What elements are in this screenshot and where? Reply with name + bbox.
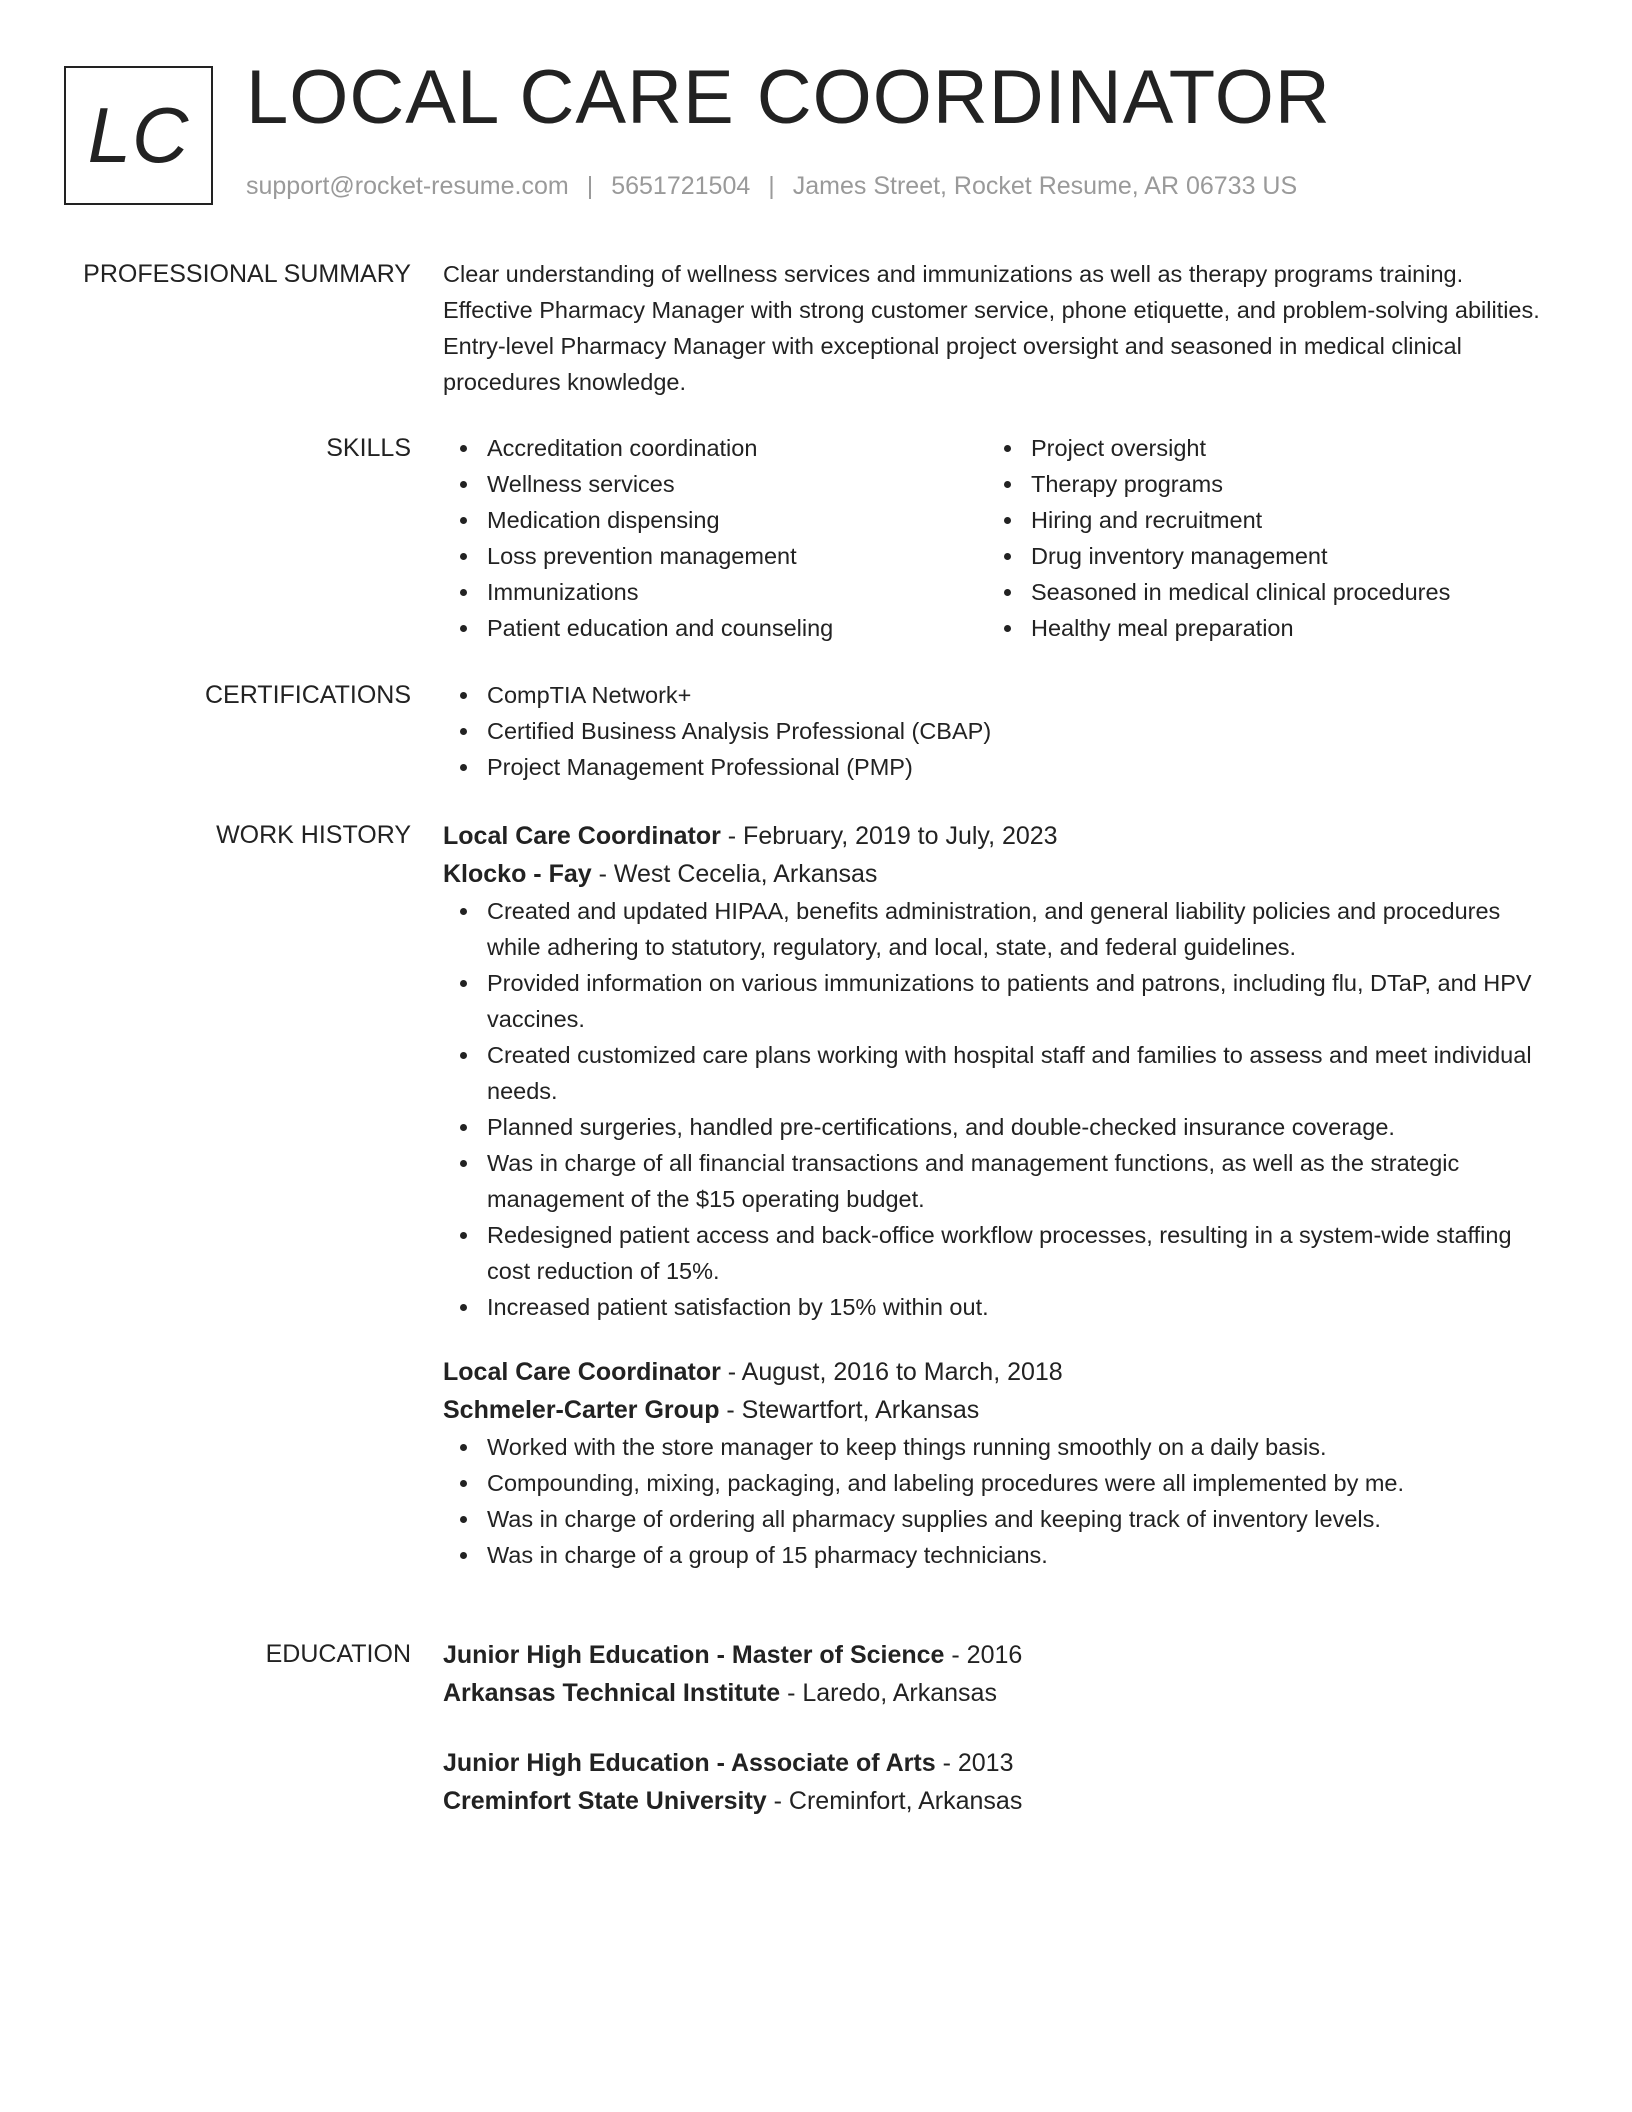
page-title: LOCAL CARE COORDINATOR: [246, 55, 1331, 140]
education-year: - 2013: [935, 1749, 1014, 1777]
job-bullet: Was in charge of a group of 15 pharmacy technicians.: [487, 1537, 1553, 1573]
education-degree-line: [443, 1636, 1553, 1674]
job-bullets: [443, 893, 1553, 1325]
skill-item: Loss prevention management: [487, 538, 987, 574]
certifications-list: [443, 677, 1553, 785]
job-dates: - February, 2019 to July, 2023: [720, 822, 1058, 850]
contact-separator: |: [768, 172, 775, 200]
job-dates: - August, 2016 to March, 2018: [720, 1358, 1063, 1386]
contact-address: James Street, Rocket Resume, AR 06733 US: [792, 172, 1298, 200]
education-entry: [443, 1636, 1553, 1712]
contact-line: [246, 172, 1297, 201]
section-label-education: EDUCATION: [265, 1640, 411, 1668]
skill-item: Project oversight: [1031, 430, 1531, 466]
skill-item: Medication dispensing: [487, 502, 987, 538]
job-bullet: Created customized care plans working with hospital staff and families to assess and meet individual needs.: [487, 1037, 1553, 1109]
job-bullet: Provided information on various immunizations to patients and patrons, including flu, DTaP, and HPV vaccines.: [487, 965, 1553, 1037]
job-bullet: Was in charge of all financial transactions and management functions, as well as the strategic management of the $15 operating budget.: [487, 1145, 1553, 1217]
section-label-work-history: WORK HISTORY: [216, 821, 411, 849]
job-title-line: [443, 1353, 1553, 1391]
education-school: Creminfort State University: [443, 1787, 767, 1815]
education-location: - Creminfort, Arkansas: [766, 1787, 1023, 1815]
work-history-body: [443, 817, 1553, 1573]
education-body: [443, 1636, 1553, 1820]
skill-item: Therapy programs: [1031, 466, 1531, 502]
section-label-summary: PROFESSIONAL SUMMARY: [83, 260, 411, 288]
skill-item: Wellness services: [487, 466, 987, 502]
job-bullet: Created and updated HIPAA, benefits administration, and general liability policies and procedures while adhering to statutory, regulatory, and local, state, and federal guidelines.: [487, 893, 1553, 965]
education-location: - Laredo, Arkansas: [780, 1679, 997, 1707]
job-bullet: Planned surgeries, handled pre-certifications, and double-checked insurance coverage.: [487, 1109, 1553, 1145]
skill-item: Accreditation coordination: [487, 430, 987, 466]
summary-text: Clear understanding of wellness services and immunizations as well as therapy programs training. Effective Pharmacy Manager with strong customer service, phone etiquette, and problem-solving abilities. Entry-level Pharmacy Manager with exceptional project oversight and seasoned in medical clinical procedures knowledge.: [443, 261, 1540, 395]
job-company: Klocko - Fay: [443, 860, 592, 888]
job-entry: [443, 1353, 1553, 1573]
education-entry: [443, 1744, 1553, 1820]
section-label-skills: SKILLS: [326, 434, 411, 462]
education-school-line: [443, 1674, 1553, 1712]
certification-item: Certified Business Analysis Professional (CBAP): [487, 713, 1553, 749]
skill-item: Healthy meal preparation: [1031, 610, 1531, 646]
skill-item: Seasoned in medical clinical procedures: [1031, 574, 1531, 610]
job-bullet: Was in charge of ordering all pharmacy supplies and keeping track of inventory levels.: [487, 1501, 1553, 1537]
education-degree-line: [443, 1744, 1553, 1782]
education-degree: Junior High Education - Associate of Arts: [443, 1749, 936, 1777]
education-school: Arkansas Technical Institute: [443, 1679, 781, 1707]
certification-item: Project Management Professional (PMP): [487, 749, 1553, 785]
skill-item: Hiring and recruitment: [1031, 502, 1531, 538]
skill-item: Patient education and counseling: [487, 610, 987, 646]
job-bullet: Redesigned patient access and back-office workflow processes, resulting in a system-wide staffing cost reduction of 15%.: [487, 1217, 1553, 1289]
skills-column-2: [987, 430, 1531, 646]
skills-list: [443, 430, 1553, 646]
monogram-logo: LC: [64, 66, 213, 205]
job-entry: [443, 817, 1553, 1325]
job-bullets: [443, 1429, 1553, 1573]
skill-item: Immunizations: [487, 574, 987, 610]
job-bullet: Worked with the store manager to keep things running smoothly on a daily basis.: [487, 1429, 1553, 1465]
job-location: - Stewartfort, Arkansas: [719, 1396, 980, 1424]
contact-separator: |: [586, 172, 594, 200]
job-location: - West Cecelia, Arkansas: [591, 860, 878, 888]
job-company: Schmeler-Carter Group: [443, 1396, 720, 1424]
skills-column-1: [443, 430, 987, 646]
job-company-line: [443, 855, 1553, 893]
section-label-certifications: CERTIFICATIONS: [204, 681, 411, 709]
job-title: Local Care Coordinator: [443, 1358, 721, 1386]
job-bullet: Increased patient satisfaction by 15% within out.: [487, 1289, 1553, 1325]
job-title: Local Care Coordinator: [443, 822, 721, 850]
contact-phone: 5651721504: [611, 172, 751, 200]
skill-item: Drug inventory management: [1031, 538, 1531, 574]
job-title-line: [443, 817, 1553, 855]
education-year: - 2016: [944, 1641, 1023, 1669]
job-bullet: Compounding, mixing, packaging, and labeling procedures were all implemented by me.: [487, 1465, 1553, 1501]
education-degree: Junior High Education - Master of Science: [443, 1641, 945, 1669]
education-school-line: [443, 1782, 1553, 1820]
contact-email: support@rocket-resume.com: [246, 172, 569, 200]
job-company-line: [443, 1391, 1553, 1429]
certification-item: CompTIA Network+: [487, 677, 1553, 713]
